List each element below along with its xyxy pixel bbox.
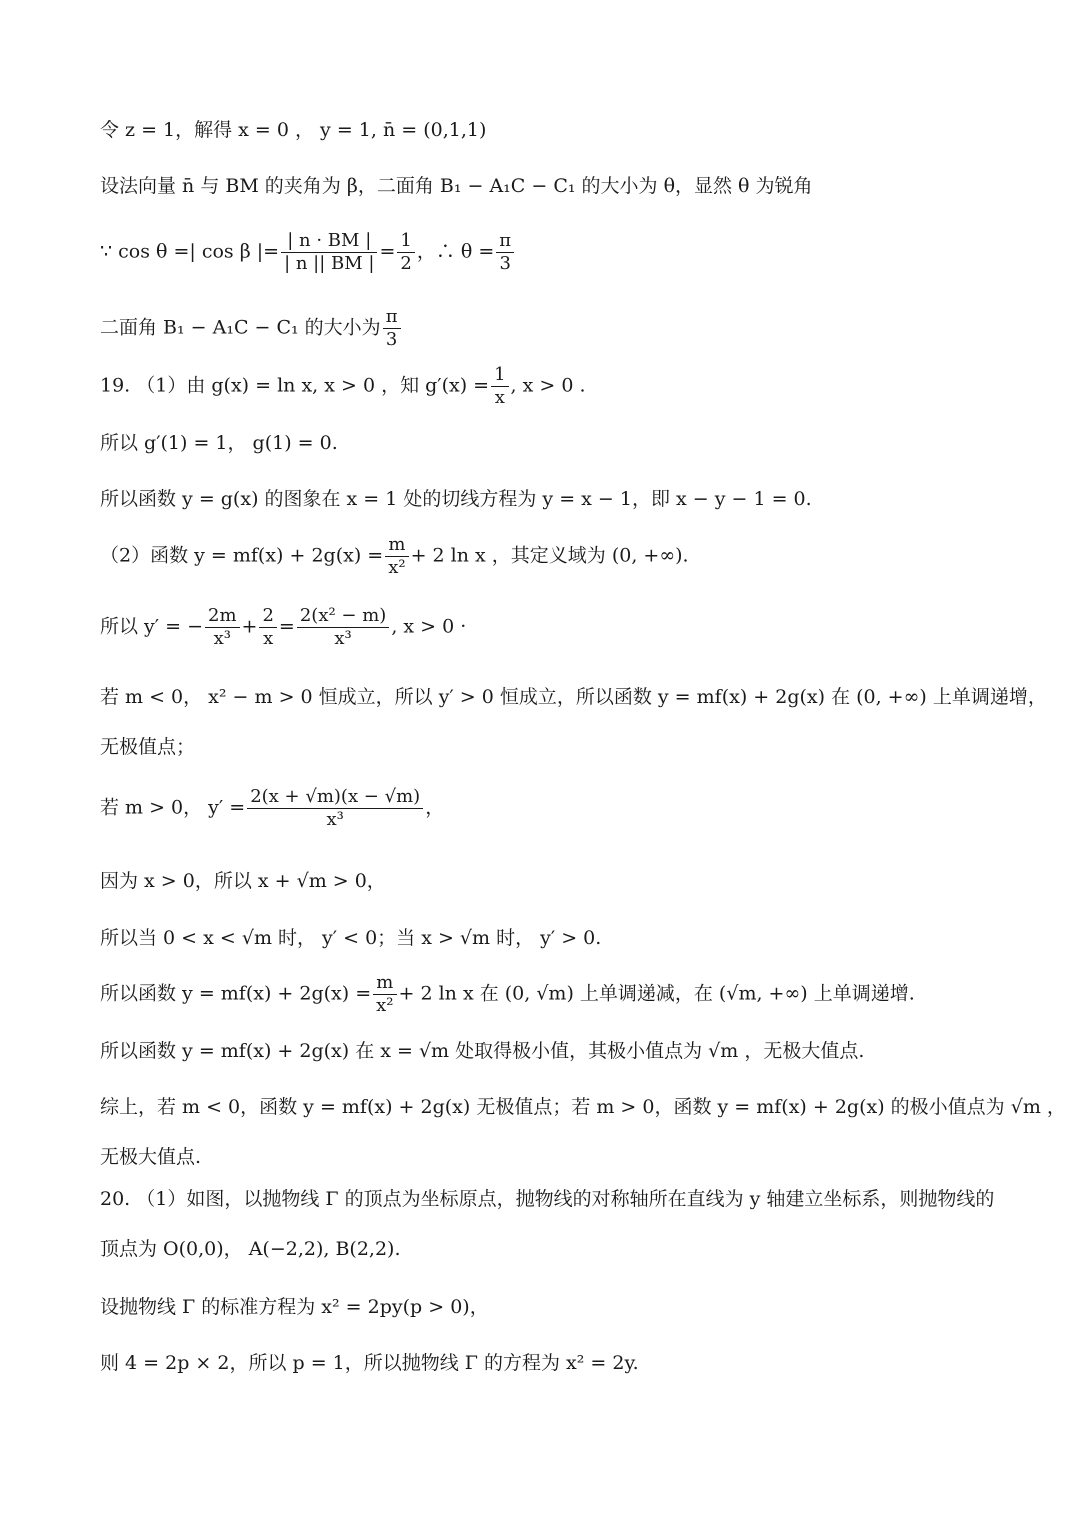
- text-line: 则 4 = 2p × 2，所以 p = 1，所以抛物线 Γ 的方程为 x² = 2y.: [100, 1352, 639, 1374]
- fraction: [496, 230, 514, 275]
- denominator: x²: [376, 995, 394, 1016]
- denominator: x²: [388, 557, 406, 578]
- formula-text: , x > 0 .: [510, 374, 586, 397]
- text-line: 无极大值点.: [100, 1146, 202, 1168]
- formula-text: 19. （1）由 g(x) = ln x, x > 0 ，知 g′(x) =: [100, 374, 490, 397]
- formula-line: [100, 534, 1040, 579]
- numerator: 2(x + √m)(x − √m): [247, 786, 423, 809]
- text-line: 20. （1）如图，以抛物线 Γ 的顶点为坐标原点，抛物线的对称轴所在直线为 y 轴建立坐标系，则抛物线的: [100, 1188, 995, 1210]
- denominator: 3: [385, 329, 398, 350]
- text-line: 若 m < 0， x² − m > 0 恒成立，所以 y′ > 0 恒成立，所以函数 y = mf(x) + 2g(x) 在 (0, +∞) 上单调递增，: [100, 686, 1047, 708]
- formula-text: 所以函数 y = mf(x) + 2g(x) =: [100, 982, 372, 1005]
- denominator: x³: [334, 628, 352, 649]
- formula-text: +: [241, 615, 258, 638]
- numerator: 1: [397, 230, 414, 253]
- formula-line: [100, 972, 1040, 1017]
- fraction: [373, 972, 396, 1017]
- formula-text: + 2 ln x 在 (0, √m) 上单调递减，在 (√m, +∞) 上单调递增.: [398, 982, 915, 1005]
- formula-line: [100, 306, 1040, 351]
- formula-line: [100, 230, 1040, 275]
- formula-text: 若 m > 0， y′ =: [100, 796, 246, 819]
- text-line: 因为 x > 0，所以 x + √m > 0，: [100, 870, 386, 892]
- fraction: [259, 605, 276, 650]
- formula-text: ∵ cos θ =| cos β |=: [100, 240, 280, 263]
- numerator: 2: [259, 605, 276, 628]
- numerator: 2m: [205, 605, 240, 628]
- numerator: π: [383, 306, 401, 329]
- denominator: 2: [400, 253, 412, 274]
- text-line: 所以函数 y = mf(x) + 2g(x) 在 x = √m 处取得极小值，其极小值点为 √m ，无极大值点.: [100, 1040, 865, 1062]
- formula-line: [100, 364, 1040, 409]
- fraction: [383, 306, 401, 351]
- text-line: 设抛物线 Γ 的标准方程为 x² = 2py(p > 0)，: [100, 1296, 489, 1318]
- formula-text: 所以 y′ = −: [100, 615, 204, 638]
- fraction: [385, 534, 408, 579]
- fraction: [397, 230, 414, 275]
- denominator: x³: [326, 809, 344, 830]
- numerator: 1: [491, 364, 508, 387]
- text-line: 所以函数 y = g(x) 的图象在 x = 1 处的切线方程为 y = x − 1，即 x − y − 1 = 0.: [100, 488, 812, 510]
- denominator: x³: [213, 628, 231, 649]
- formula-line: [100, 786, 1040, 831]
- formula-line: [100, 605, 1040, 650]
- numerator: m: [385, 534, 408, 557]
- text-line: 综上，若 m < 0，函数 y = mf(x) + 2g(x) 无极值点；若 m > 0，函数 y = mf(x) + 2g(x) 的极小值点为 √m ，: [100, 1096, 1066, 1118]
- text-line: 设法向量 n̄ 与 BM 的夹角为 β，二面角 B₁ − A₁C − C₁ 的大小为 θ，显然 θ 为锐角: [100, 175, 813, 197]
- text-line: 所以 g′(1) = 1， g(1) = 0.: [100, 432, 338, 454]
- numerator: | n · BM |: [281, 230, 377, 253]
- fraction: [297, 605, 389, 650]
- formula-text: （2）函数 y = mf(x) + 2g(x) =: [100, 544, 384, 567]
- formula-text: =: [278, 615, 295, 638]
- denominator: | n || BM |: [284, 253, 375, 274]
- text-line: 顶点为 O(0,0)， A(−2,2), B(2,2).: [100, 1238, 401, 1260]
- formula-text: + 2 ln x ，其定义域为 (0, +∞).: [410, 544, 689, 567]
- fraction: [281, 230, 377, 275]
- fraction: [491, 364, 508, 409]
- formula-text: , x > 0 ·: [391, 615, 467, 638]
- denominator: 3: [499, 253, 511, 274]
- formula-text: ，: [425, 796, 445, 819]
- numerator: m: [373, 972, 396, 995]
- formula-text: 二面角 B₁ − A₁C − C₁ 的大小为: [100, 316, 381, 339]
- text-line: 无极值点；: [100, 736, 196, 758]
- formula-text: =: [379, 240, 396, 263]
- denominator: x: [263, 628, 274, 649]
- formula-text: ，∴ θ =: [416, 240, 495, 263]
- fraction: [247, 786, 423, 831]
- text-line: 所以当 0 < x < √m 时， y′ < 0；当 x > √m 时， y′ > 0.: [100, 927, 602, 949]
- numerator: 2(x² − m): [297, 605, 389, 628]
- numerator: π: [496, 230, 514, 253]
- fraction: [205, 605, 240, 650]
- denominator: x: [494, 387, 505, 408]
- text-line: 令 z = 1，解得 x = 0 ， y = 1, n̄ = (0,1,1): [100, 119, 487, 141]
